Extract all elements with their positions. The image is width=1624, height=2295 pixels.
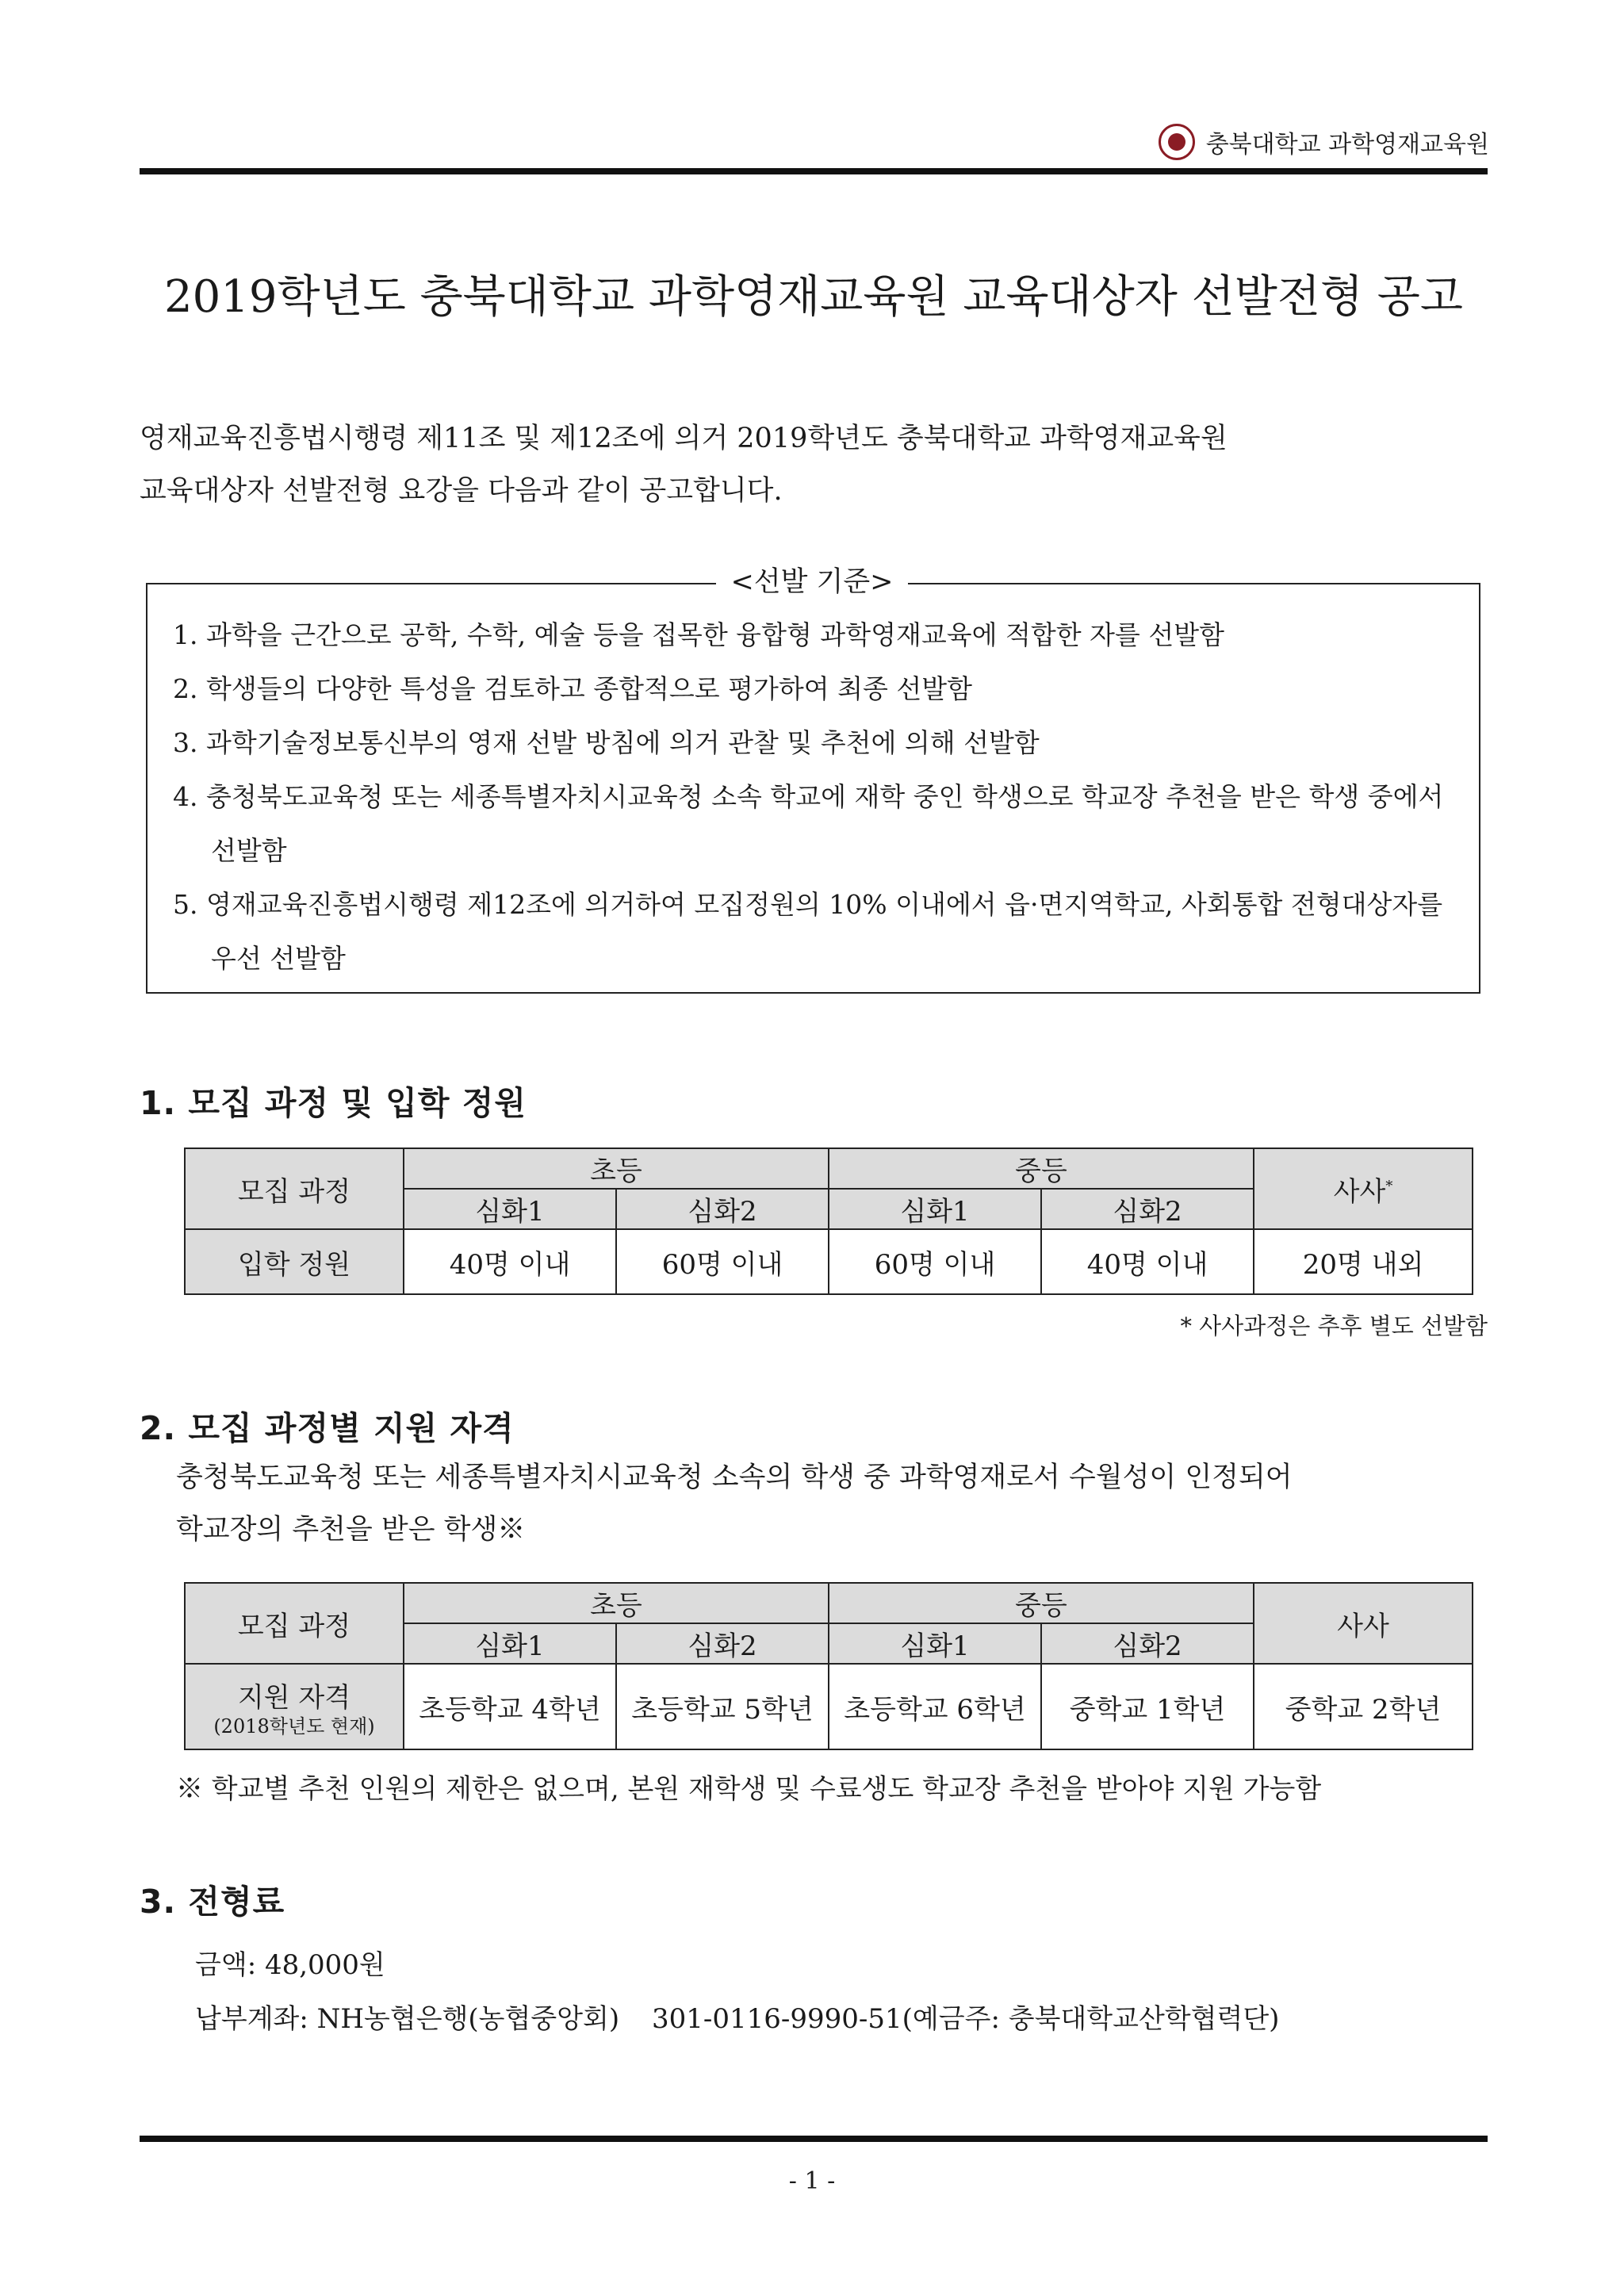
elig-cell: 중학교 1학년	[1041, 1664, 1254, 1749]
criteria-item: 2. 학생들의 다양한 특성을 검토하고 종합적으로 평가하여 최종 선발함	[173, 673, 972, 704]
elig-mid-header: 중등	[829, 1583, 1254, 1623]
header-org: 충북대학교 과학영재교육원	[1205, 131, 1489, 159]
elig-cell: 초등학교 4학년	[404, 1664, 616, 1749]
criteria-title	[0, 560, 1624, 600]
fee-account-holder: (예금주: 충북대학교산학협력단)	[902, 2003, 1280, 2035]
fee-amount: 금액: 48,000원	[195, 1949, 385, 1981]
elig-row-sub: (2018학년도 현재)	[213, 1715, 375, 1738]
quota-cell: 60명 이내	[829, 1229, 1041, 1294]
quota-note: * 사사과정은 추후 별도 선발함	[1180, 1312, 1488, 1339]
intro-line-1: 영재교육진흥법시행령 제11조 및 제12조에 의거 2019학년도 충북대학교 과학영재교육원	[140, 423, 1228, 454]
quota-col-label: 모집 과정	[185, 1148, 404, 1229]
quota-cell: 20명 내외	[1254, 1229, 1473, 1294]
page-number: - 1 -	[788, 2167, 836, 2195]
elig-sub-header: 심화1	[829, 1623, 1041, 1664]
quota-cell: 40명 이내	[404, 1229, 616, 1294]
elig-sasa-header: 사사	[1254, 1583, 1473, 1664]
criteria-list	[173, 608, 1455, 986]
quota-mid-header: 중등	[829, 1148, 1254, 1189]
footer-rule	[140, 2136, 1488, 2142]
header-brand	[1159, 124, 1489, 160]
quota-sub-header: 심화1	[404, 1189, 616, 1229]
section1-heading: 1. 모집 과정 및 입학 정원	[140, 1084, 527, 1122]
eligibility-note: ※ 학교별 추천 인원의 제한은 없으며, 본원 재학생 및 수료생도 학교장 추천을 받아야 지원 가능함	[176, 1773, 1322, 1805]
criteria-item: 1. 과학을 근간으로 공학, 수학, 예술 등을 접목한 융합형 과학영재교육에 적합한 자를 선발함	[173, 619, 1224, 650]
quota-sub-header: 심화2	[1041, 1189, 1254, 1229]
page-title: 2019학년도 충북대학교 과학영재교육원 교육대상자 선발전형 공고	[163, 271, 1463, 323]
fee-account-number: 301-0116-9990-51	[651, 2003, 902, 2035]
quota-row-label: 입학 정원	[185, 1229, 404, 1294]
quota-elem-header: 초등	[404, 1148, 829, 1189]
fee-account-label: 납부계좌: NH농협은행(농협중앙회)	[195, 2003, 620, 2035]
criteria-box	[146, 583, 1480, 994]
criteria-item: 5. 영재교육진흥법시행령 제12조에 의거하여 모집정원의 10% 이내에서 읍·면지역학교, 사회통합 전형대상자를 우선 선발함	[173, 889, 1443, 974]
section2-description	[176, 1451, 1488, 1556]
section2-desc-line-2: 학교장의 추천을 받은 학생※	[176, 1514, 526, 1546]
elig-cell: 중학교 2학년	[1254, 1664, 1473, 1749]
quota-cell: 40명 이내	[1041, 1229, 1254, 1294]
criteria-title-text: <선발 기준>	[716, 566, 907, 598]
elig-row-label-text: 지원 자격	[237, 1681, 351, 1714]
elig-sub-header: 심화2	[616, 1623, 829, 1664]
elig-col-label: 모집 과정	[185, 1583, 404, 1664]
university-seal-icon	[1159, 124, 1195, 160]
quota-cell: 60명 이내	[616, 1229, 829, 1294]
quota-sasa-mark: *	[1385, 1178, 1393, 1195]
elig-sub-header: 심화2	[1041, 1623, 1254, 1664]
quota-sasa-label: 사사	[1333, 1175, 1386, 1208]
criteria-item: 3. 과학기술정보통신부의 영재 선발 방침에 의거 관찰 및 추천에 의해 선발함	[173, 727, 1040, 758]
intro-line-2: 교육대상자 선발전형 요강을 다음과 같이 공고합니다.	[140, 475, 783, 507]
section2-desc-line-1: 충청북도교육청 또는 세종특별자치시교육청 소속의 학생 중 과학영재로서 수월성이 인정되어	[176, 1462, 1293, 1493]
quota-sub-header: 심화2	[616, 1189, 829, 1229]
elig-cell: 초등학교 6학년	[829, 1664, 1041, 1749]
quota-sasa-header	[1254, 1148, 1473, 1229]
header-rule	[140, 168, 1488, 174]
elig-sub-header: 심화1	[404, 1623, 616, 1664]
fee-account	[195, 1997, 1279, 2036]
intro-paragraph	[140, 412, 1488, 517]
elig-elem-header: 초등	[404, 1583, 829, 1623]
section2-heading: 2. 모집 과정별 지원 자격	[140, 1409, 515, 1447]
eligibility-table	[184, 1582, 1473, 1750]
quota-sub-header: 심화1	[829, 1189, 1041, 1229]
elig-row-label	[185, 1664, 404, 1749]
quota-table	[184, 1148, 1473, 1295]
section3-heading: 3. 전형료	[140, 1883, 285, 1921]
criteria-item: 4. 충청북도교육청 또는 세종특별자치시교육청 소속 학교에 재학 중인 학생으로 학교장 추천을 받은 학생 중에서 선발함	[173, 781, 1444, 866]
elig-cell: 초등학교 5학년	[616, 1664, 829, 1749]
